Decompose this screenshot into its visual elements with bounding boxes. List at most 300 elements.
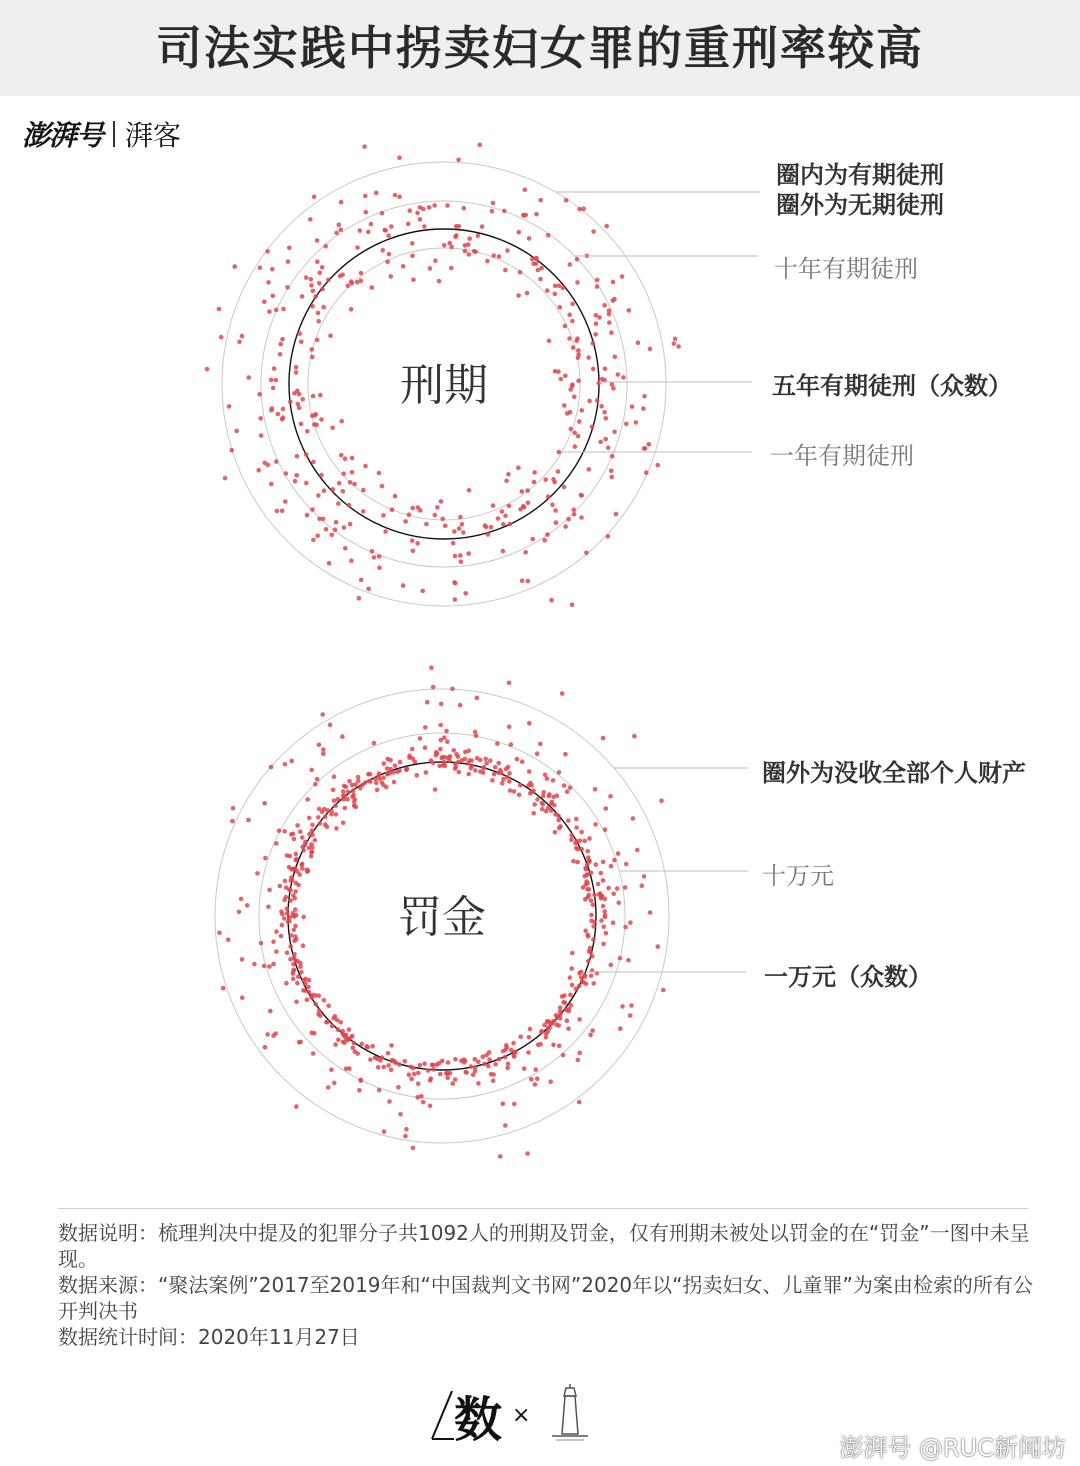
data-point (544, 1031, 549, 1036)
data-point (495, 741, 500, 746)
data-point (500, 509, 505, 514)
data-point (601, 736, 606, 741)
data-point (599, 404, 604, 409)
data-point (411, 277, 416, 282)
data-point (570, 983, 575, 988)
data-point (320, 712, 325, 717)
data-point (231, 806, 236, 811)
data-point (274, 929, 279, 934)
data-point (286, 920, 291, 925)
data-point (525, 488, 530, 493)
data-point (469, 1064, 474, 1069)
data-point (300, 397, 305, 402)
data-point (449, 266, 454, 271)
data-point (309, 277, 314, 282)
data-point (577, 1100, 582, 1105)
data-point (346, 790, 351, 795)
data-point (567, 1007, 572, 1012)
data-point (568, 975, 573, 980)
data-point (591, 903, 596, 908)
data-point (562, 403, 567, 408)
data-point (410, 506, 415, 511)
data-point (453, 554, 458, 559)
data-point (433, 513, 438, 518)
data-point (361, 509, 366, 514)
data-point (252, 962, 257, 967)
data-point (579, 515, 584, 520)
data-point (353, 1049, 358, 1054)
data-point (315, 338, 320, 343)
data-point (348, 480, 353, 485)
data-point (443, 755, 448, 760)
data-point (323, 244, 328, 249)
data-point (284, 885, 289, 890)
data-point (283, 879, 288, 884)
data-point (466, 551, 471, 556)
data-point (525, 291, 530, 296)
footer-logos (430, 1380, 600, 1450)
data-point (309, 283, 314, 288)
data-point (612, 858, 617, 863)
data-point (480, 224, 485, 229)
data-point (587, 467, 592, 472)
data-point (581, 206, 586, 211)
data-point (507, 504, 512, 509)
data-point (498, 768, 503, 773)
data-point (458, 515, 463, 520)
data-point (353, 782, 358, 787)
data-point (428, 266, 433, 271)
data-point (370, 1044, 375, 1049)
data-point (569, 838, 574, 843)
data-point (527, 1035, 532, 1040)
data-point (300, 294, 305, 299)
data-point (410, 241, 415, 246)
data-point (450, 1081, 455, 1086)
data-point (546, 1025, 551, 1030)
data-point (420, 589, 425, 594)
data-point (567, 313, 572, 318)
data-point (615, 886, 620, 891)
data-point (570, 603, 575, 608)
data-point (316, 815, 321, 820)
data-point (551, 778, 556, 783)
data-point (582, 839, 587, 844)
ring-label-one-year: 一年有期徒刑 (770, 442, 914, 470)
data-point (323, 822, 328, 827)
data-point (310, 823, 315, 828)
data-point (411, 1146, 416, 1151)
data-point (283, 499, 288, 504)
data-point (270, 267, 275, 272)
ring-label-outer-1 (776, 160, 944, 220)
data-point (280, 509, 285, 514)
data-point (492, 772, 497, 777)
data-point (431, 761, 436, 766)
data-point (497, 254, 502, 259)
data-point (547, 792, 552, 797)
data-point (570, 319, 575, 324)
data-point (489, 525, 494, 530)
data-point (593, 787, 598, 792)
data-point (591, 229, 596, 234)
data-point (440, 1059, 445, 1064)
data-point (516, 230, 521, 235)
data-point (437, 279, 442, 284)
data-point (274, 459, 279, 464)
data-point (529, 1077, 534, 1082)
data-point (563, 374, 568, 379)
data-point (305, 869, 310, 874)
data-point (369, 222, 374, 227)
data-point (331, 487, 336, 492)
brand-sub: 湃客 (125, 119, 182, 152)
data-point (330, 533, 335, 538)
data-point (557, 1023, 562, 1028)
data-point (462, 206, 467, 211)
data-point (565, 1018, 570, 1023)
data-point (564, 198, 569, 203)
data-point (370, 549, 375, 554)
data-point (656, 463, 661, 468)
data-point (221, 986, 226, 991)
data-point (410, 253, 415, 258)
data-point (334, 812, 339, 817)
data-point (288, 944, 293, 949)
data-point (331, 788, 336, 793)
data-point (572, 512, 577, 517)
data-point (476, 1060, 481, 1065)
data-point (367, 779, 372, 784)
data-point (395, 770, 400, 775)
data-point (457, 770, 462, 775)
ring-label-five-years: 五年有期徒刑（众数） (772, 372, 1012, 400)
data-point (501, 1102, 506, 1107)
data-point (309, 1031, 314, 1036)
data-point (364, 1044, 369, 1049)
data-point (507, 779, 512, 784)
data-point (336, 797, 341, 802)
data-point (407, 754, 412, 759)
data-point (281, 407, 286, 412)
data-point (566, 1026, 571, 1031)
data-point (359, 271, 364, 276)
data-point (343, 806, 348, 811)
data-point (351, 788, 356, 793)
data-point (313, 838, 318, 843)
data-point (526, 501, 531, 506)
data-point (389, 274, 394, 279)
data-point (527, 769, 532, 774)
data-point (281, 415, 286, 420)
data-point (575, 860, 580, 865)
data-point (332, 774, 337, 779)
data-point (299, 340, 304, 345)
data-point (595, 278, 600, 283)
data-point (377, 471, 382, 476)
data-point (333, 803, 338, 808)
data-point (386, 233, 391, 238)
data-point (388, 767, 393, 772)
data-point (300, 835, 305, 840)
data-point (229, 448, 234, 453)
data-point (333, 1014, 338, 1019)
data-point (378, 1058, 383, 1063)
data-point (258, 416, 263, 421)
data-point (484, 761, 489, 766)
data-point (616, 372, 621, 377)
data-point (310, 993, 315, 998)
data-point (642, 874, 647, 879)
data-point (415, 541, 420, 546)
data-point (557, 770, 562, 775)
data-point (594, 862, 599, 867)
data-point (294, 1104, 299, 1109)
data-point (560, 691, 565, 696)
data-point (418, 205, 423, 210)
data-point (543, 477, 548, 482)
data-point (414, 773, 419, 778)
data-point (339, 200, 344, 205)
data-point (300, 866, 305, 871)
data-point (380, 484, 385, 489)
data-point (294, 1000, 299, 1005)
data-point (506, 472, 511, 477)
data-point (459, 559, 464, 564)
data-point (476, 1081, 481, 1086)
data-point (321, 752, 326, 757)
data-point (511, 1053, 516, 1058)
data-point (279, 934, 284, 939)
data-point (581, 980, 586, 985)
data-point (557, 284, 562, 289)
data-point (374, 781, 379, 786)
data-point (601, 860, 606, 865)
data-point (328, 723, 333, 728)
data-point (294, 913, 299, 918)
data-point (316, 1012, 321, 1017)
data-point (522, 1066, 527, 1071)
data-point (350, 281, 355, 286)
data-point (463, 591, 468, 596)
data-point (528, 781, 533, 786)
data-point (483, 523, 488, 528)
data-point (435, 505, 440, 510)
data-point (535, 751, 540, 756)
data-point (329, 1067, 334, 1072)
data-point (339, 419, 344, 424)
data-point (393, 193, 398, 198)
data-point (316, 319, 321, 324)
data-point (579, 975, 584, 980)
data-point (493, 1062, 498, 1067)
data-point (311, 460, 316, 465)
data-point (255, 871, 260, 876)
data-point (606, 445, 611, 450)
data-point (334, 826, 339, 831)
data-point (356, 775, 361, 780)
data-point (341, 1040, 346, 1045)
data-point (505, 775, 510, 780)
data-point (407, 1073, 412, 1078)
data-point (326, 278, 331, 283)
data-point (342, 525, 347, 530)
data-point (579, 493, 584, 498)
data-point (620, 274, 625, 279)
data-point (467, 252, 472, 257)
data-point (453, 762, 458, 767)
data-point (384, 785, 389, 790)
data-point (491, 1072, 496, 1077)
data-point (333, 1042, 338, 1047)
data-point (491, 503, 496, 508)
data-point (445, 203, 450, 208)
data-point (535, 797, 540, 802)
data-point (341, 797, 346, 802)
center-label-2: 罚金 (398, 892, 486, 943)
data-point (303, 981, 308, 986)
data-point (608, 794, 613, 799)
data-point (217, 307, 222, 312)
data-point (490, 209, 495, 214)
data-point (585, 933, 590, 938)
data-point (423, 725, 428, 730)
data-point (595, 284, 600, 289)
data-point (551, 477, 556, 482)
data-point (308, 217, 313, 222)
data-point (267, 964, 272, 969)
data-point (504, 478, 509, 483)
data-point (263, 856, 268, 861)
data-point (273, 1031, 278, 1036)
data-point (430, 1063, 435, 1068)
data-point (397, 155, 402, 160)
data-point (338, 1020, 343, 1025)
data-point (330, 426, 335, 431)
data-point (589, 974, 594, 979)
data-point (632, 734, 637, 739)
data-point (315, 533, 320, 538)
data-point (285, 911, 290, 916)
data-point (590, 954, 595, 959)
data-point (407, 512, 412, 517)
data-point (467, 488, 472, 493)
data-point (425, 700, 430, 705)
data-point (593, 332, 598, 337)
data-point (389, 1068, 394, 1073)
data-point (284, 895, 289, 900)
data-point (340, 1029, 345, 1034)
data-point (438, 723, 443, 728)
data-point (442, 243, 447, 248)
data-point (626, 958, 631, 963)
data-point (350, 794, 355, 799)
data-point (482, 765, 487, 770)
data-point (351, 1046, 356, 1051)
data-point (301, 915, 306, 920)
data-point (516, 293, 521, 298)
data-point (294, 473, 299, 478)
data-point (310, 828, 315, 833)
data-point (321, 747, 326, 752)
data-point (311, 289, 316, 294)
data-point (549, 598, 554, 603)
data-point (319, 417, 324, 422)
data-point (318, 393, 323, 398)
data-point (298, 961, 303, 966)
data-point (269, 482, 274, 487)
data-point (572, 395, 577, 400)
data-point (325, 808, 330, 813)
data-point (445, 739, 450, 744)
data-point (563, 524, 568, 529)
data-point (294, 852, 299, 857)
data-point (262, 801, 267, 806)
data-point (294, 881, 299, 886)
slash-mark-icon (430, 1389, 454, 1441)
data-point (401, 264, 406, 269)
data-point (406, 222, 411, 227)
data-point (349, 307, 354, 312)
data-point (453, 1077, 458, 1082)
data-point (531, 262, 536, 267)
data-point (444, 729, 449, 734)
data-logo: 数 (454, 1391, 503, 1448)
data-point (297, 331, 302, 336)
data-point (287, 246, 292, 251)
data-point (281, 307, 286, 312)
data-point (503, 514, 508, 519)
data-point (595, 398, 600, 403)
data-point (274, 378, 279, 383)
data-point (503, 1123, 508, 1128)
data-point (491, 1078, 496, 1083)
notes (58, 1220, 1033, 1350)
data-point (604, 806, 609, 811)
data-point (464, 1070, 469, 1075)
data-point (541, 802, 546, 807)
data-point (527, 721, 532, 726)
data-point (526, 1050, 531, 1055)
data-point (364, 210, 369, 215)
data-point (576, 434, 581, 439)
data-point (305, 997, 310, 1002)
data-point (586, 895, 591, 900)
data-point (590, 1028, 595, 1033)
data-point (562, 485, 567, 490)
data-point (496, 516, 501, 521)
data-point (601, 878, 606, 883)
data-point (309, 854, 314, 859)
data-point (324, 527, 329, 532)
data-point (299, 970, 304, 975)
data-point (599, 918, 604, 923)
data-point (421, 1100, 426, 1105)
data-point (562, 993, 567, 998)
data-point (393, 494, 398, 499)
data-point (583, 866, 588, 871)
data-point (493, 765, 498, 770)
data-point (591, 937, 596, 942)
data-point (300, 862, 305, 867)
data-point (542, 538, 547, 543)
data-point (377, 554, 382, 559)
data-point (340, 272, 345, 277)
data-point (483, 757, 488, 762)
data-point (574, 817, 579, 822)
data-point (328, 333, 333, 338)
data-point (386, 1063, 391, 1068)
